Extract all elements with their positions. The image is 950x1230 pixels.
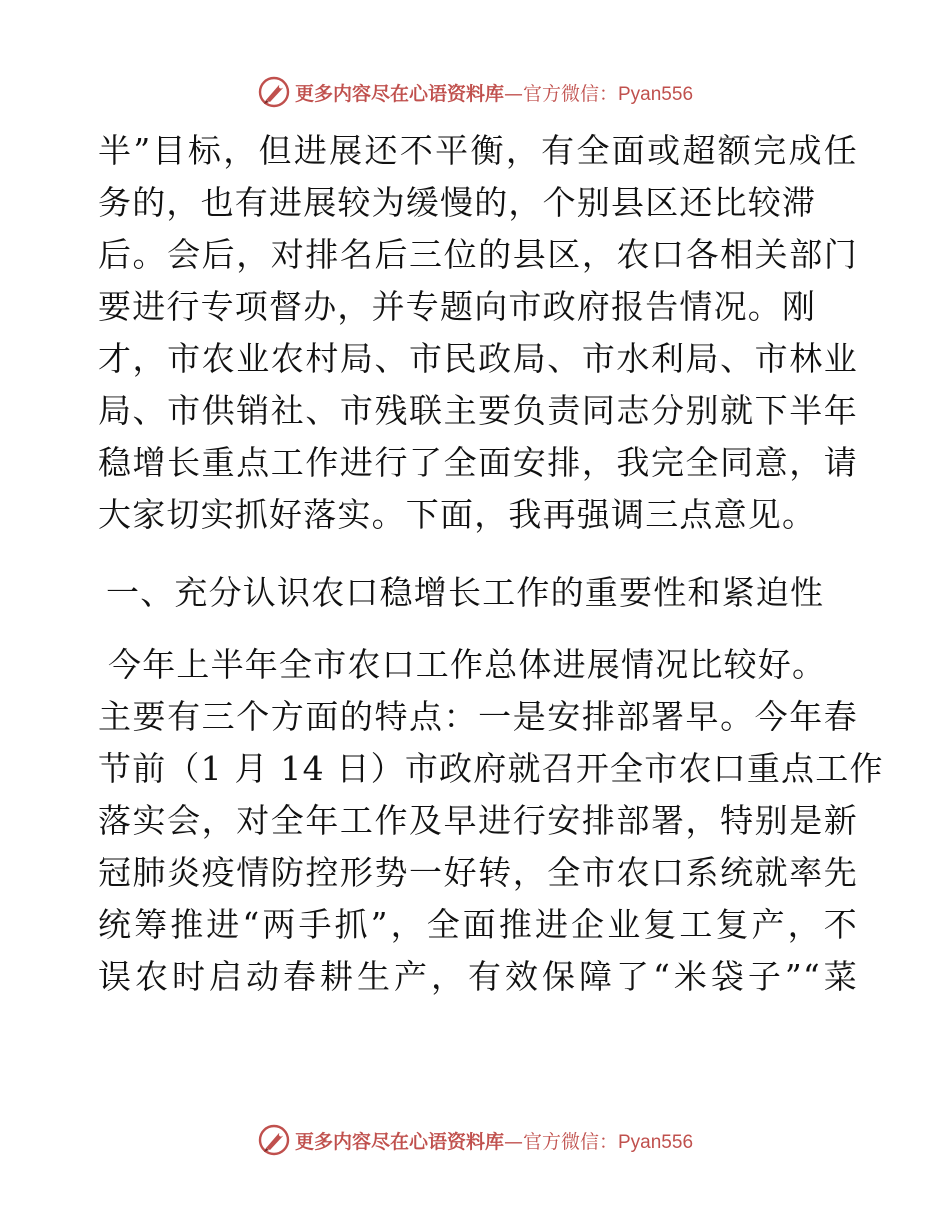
paragraph-1 — [98, 125, 858, 541]
text-line: 统筹推进“两手抓”，全面推进企业复工复产，不 — [98, 905, 858, 944]
text-line: 落实会，对全年工作及早进行安排部署，特别是新 — [98, 801, 858, 840]
text-line: 半”目标，但进展还不平衡，有全面或超额完成任 — [98, 131, 858, 170]
text-line: 局、市供销社、市残联主要负责同志分别就下半年 — [98, 391, 858, 430]
header-brand: 更多内容尽在心语资料库 — [294, 82, 504, 105]
footer-wechat-label: 官方微信： — [522, 1130, 618, 1153]
header-wechat-id: Pyan556 — [618, 83, 694, 105]
text-line: 主要有三个方面的特点：一是安排部署早。今年春 — [98, 697, 858, 736]
pen-logo-icon — [257, 75, 291, 109]
footer-dash: — — [503, 1130, 523, 1153]
text-line: 节前（1 月 14 日）市政府就召开全市农口重点工作 — [98, 749, 884, 788]
text-line: 要进行专项督办，并专题向市政府报告情况。刚 — [98, 287, 817, 326]
document-body — [98, 125, 884, 1003]
text-line: 务的，也有进展较为缓慢的，个别县区还比较滞 — [98, 183, 817, 222]
text-line: 稳增长重点工作进行了全面安排，我完全同意，请 — [98, 443, 858, 482]
footer-wechat-id: Pyan556 — [618, 1131, 694, 1153]
text-line: 大家切实抓好落实。下面，我再强调三点意见。 — [98, 495, 817, 534]
text-line: 才，市农业农村局、市民政局、市水利局、市林业 — [98, 339, 858, 378]
paragraph-2 — [98, 639, 884, 1003]
footer-brand: 更多内容尽在心语资料库 — [294, 1130, 504, 1153]
section-heading: 一、充分认识农口稳增长工作的重要性和紧迫性 — [106, 573, 825, 612]
pen-logo-icon — [257, 1123, 291, 1157]
footer-text — [295, 1127, 693, 1154]
text-line: 冠肺炎疫情防控形势一好转，全市农口系统就率先 — [98, 853, 858, 892]
header-dash: — — [503, 82, 523, 105]
footer-banner — [0, 1120, 950, 1160]
text-line: 误农时启动春耕生产，有效保障了“米袋子”“菜 — [98, 957, 858, 996]
header-banner — [0, 72, 950, 112]
text-line: 今年上半年全市农口工作总体进展情况比较好。 — [108, 645, 827, 684]
header-text — [295, 79, 693, 106]
header-wechat-label: 官方微信： — [522, 82, 618, 105]
text-line: 后。会后，对排名后三位的县区，农口各相关部门 — [98, 235, 858, 274]
